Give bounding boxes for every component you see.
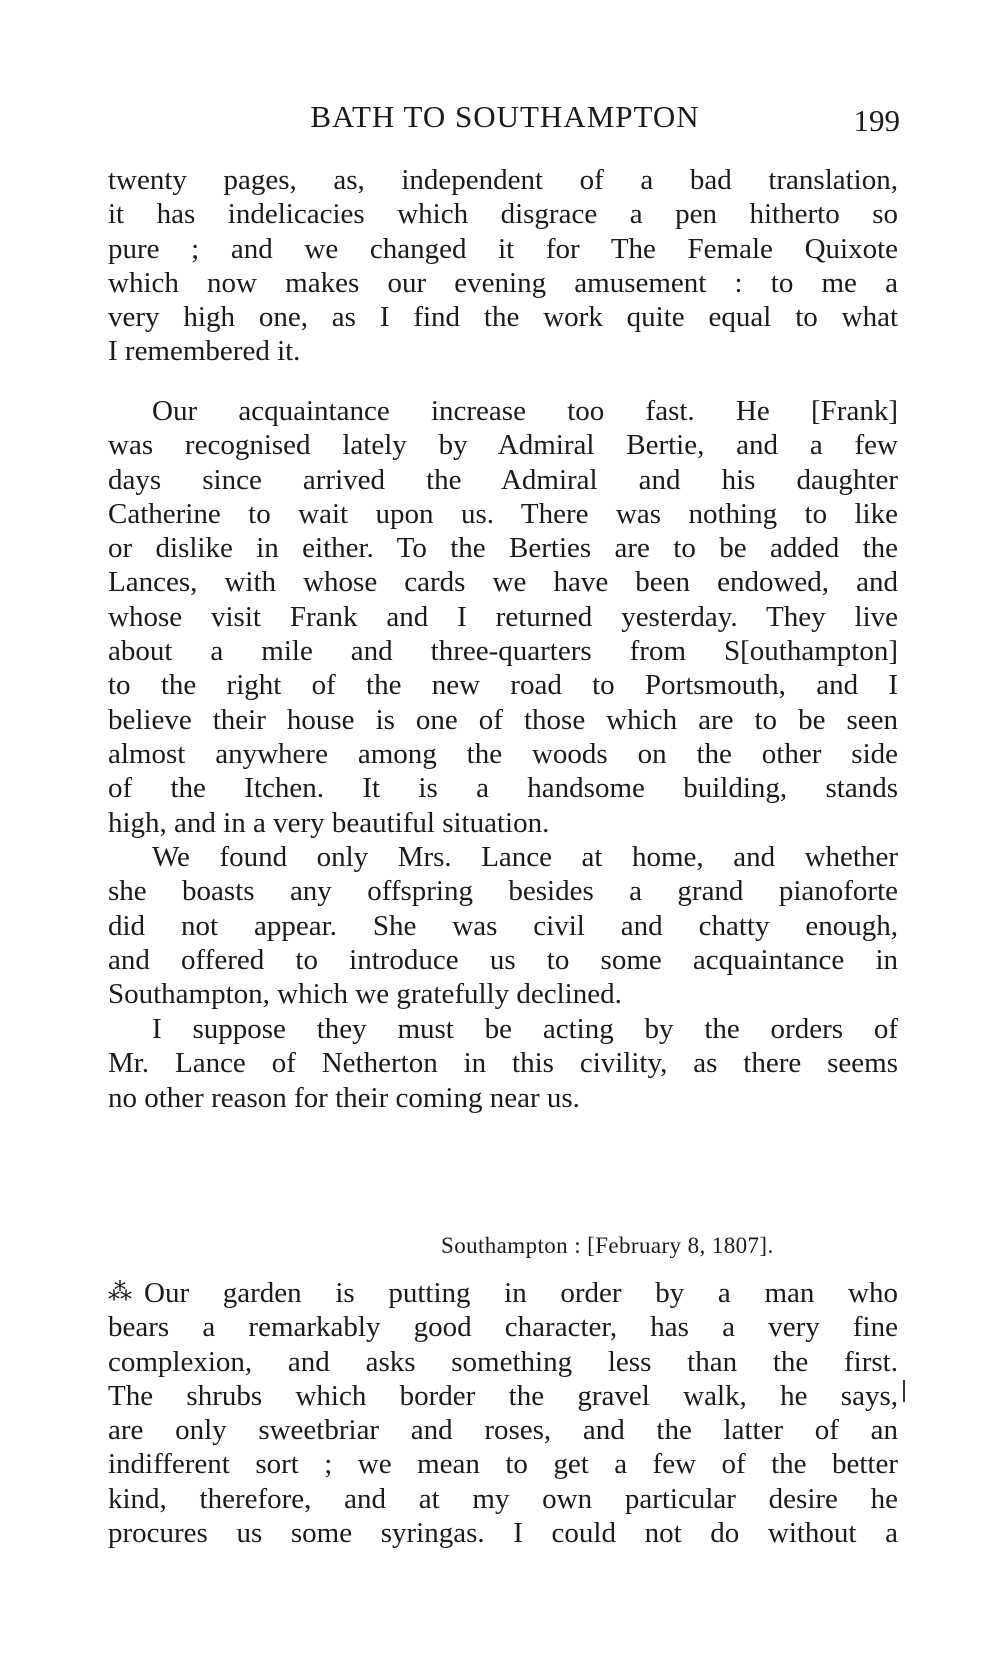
text-line: did not appear. She was civil and chatty enough, bbox=[108, 909, 898, 942]
text-line: bears a remarkably good character, has a very fine bbox=[108, 1311, 898, 1344]
text-line: are only sweetbriar and roses, and the latter of an bbox=[108, 1414, 898, 1447]
running-title: BATH TO SOUTHAMPTON bbox=[310, 99, 700, 134]
text-line: We found only Mrs. Lance at home, and whether bbox=[152, 841, 898, 873]
text-line: Our acquaintance increase too fast. He [Frank] bbox=[152, 395, 898, 427]
margin-mark bbox=[903, 1380, 905, 1402]
text-line: which now makes our evening amusement : to me a bbox=[108, 266, 898, 299]
text-line: I remembered it. bbox=[108, 335, 301, 368]
text-line: indifferent sort ; we mean to get a few of the better bbox=[108, 1448, 898, 1481]
text-line: of the Itchen. It is a handsome building, stands bbox=[108, 772, 898, 805]
text-line: days since arrived the Admiral and his daughter bbox=[108, 463, 898, 496]
text-line: Catherine to wait upon us. There was nothing to like bbox=[108, 497, 898, 530]
text-line: about a mile and three-quarters from S[outhampton] bbox=[108, 635, 898, 668]
text-line: whose visit Frank and I returned yesterday. They live bbox=[108, 600, 898, 633]
text-line: pure ; and we changed it for The Female Quixote bbox=[108, 232, 898, 265]
text-line: to the right of the new road to Portsmouth, and I bbox=[108, 669, 898, 702]
text-line-content: Our garden is putting in order by a man who bbox=[144, 1277, 898, 1309]
text-line: complexion, and asks something less than the first. bbox=[108, 1345, 898, 1378]
text-line: procures us some syringas. I could not do without a bbox=[108, 1517, 898, 1550]
paragraph-5 bbox=[108, 1276, 898, 1550]
text-line: almost anywhere among the woods on the other side bbox=[108, 737, 898, 770]
text-line: I suppose they must be acting by the orders of bbox=[152, 1013, 898, 1045]
paragraph-3 bbox=[108, 840, 898, 1011]
text-line: kind, therefore, and at my own particular desire he bbox=[108, 1482, 898, 1515]
paragraph-1 bbox=[108, 163, 898, 369]
text-line: believe their house is one of those which are to be seen bbox=[108, 703, 898, 736]
text-line bbox=[108, 1276, 898, 1310]
text-line: Lances, with whose cards we have been endowed, and bbox=[108, 566, 898, 599]
text-line: Southampton, which we gratefully declined. bbox=[108, 978, 622, 1011]
text-line: very high one, as I find the work quite equal to what bbox=[108, 301, 898, 334]
text-line: The shrubs which border the gravel walk, he says, bbox=[108, 1379, 898, 1412]
text-line: twenty pages, as, independent of a bad translation, bbox=[108, 164, 898, 196]
text-line: or dislike in either. To the Berties are to be added the bbox=[108, 532, 898, 565]
text-line: it has indelicacies which disgrace a pen hitherto so bbox=[108, 198, 898, 231]
text-line: high, and in a very beautiful situation. bbox=[108, 806, 550, 839]
text-line: and offered to introduce us to some acquaintance in bbox=[108, 943, 898, 976]
running-head bbox=[110, 92, 900, 142]
asterisk-mark: ⁂ bbox=[108, 1280, 132, 1306]
text-line: no other reason for their coming near us. bbox=[108, 1081, 580, 1114]
text-line: was recognised lately by Admiral Bertie, and a few bbox=[108, 429, 898, 462]
paragraph-2 bbox=[108, 394, 898, 840]
letter-dateline: Southampton : [February 8, 1807]. bbox=[441, 1233, 774, 1258]
page-number: 199 bbox=[853, 103, 900, 138]
text-line: Mr. Lance of Netherton in this civility, as there seems bbox=[108, 1047, 898, 1080]
text-line: she boasts any offspring besides a grand pianoforte bbox=[108, 875, 898, 908]
paragraph-4 bbox=[108, 1012, 898, 1115]
